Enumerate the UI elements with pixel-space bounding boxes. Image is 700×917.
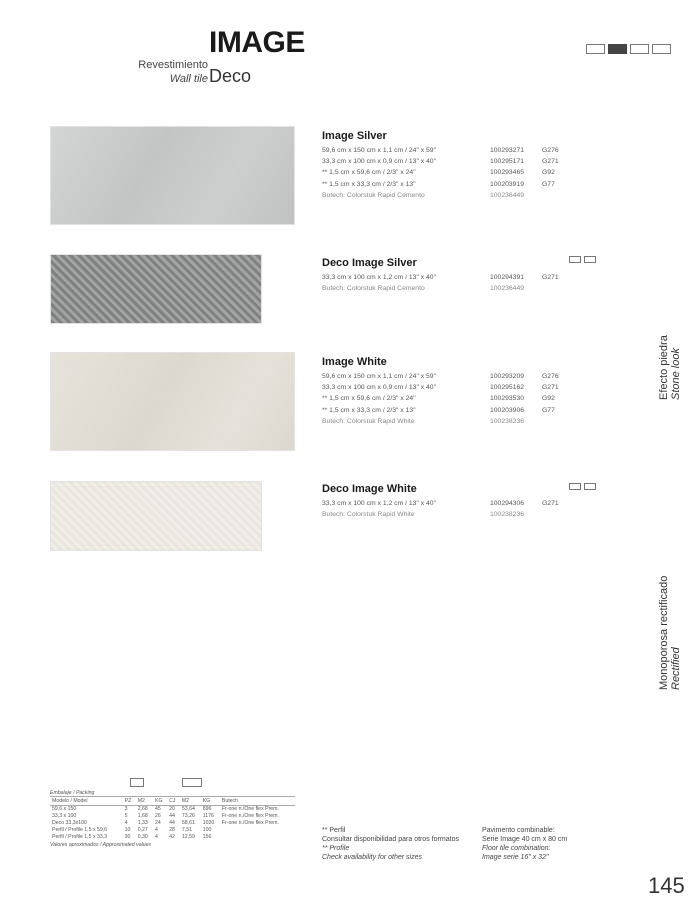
packing-title: Embalaje / Packing xyxy=(50,790,295,797)
floor-text-es: Serie Image 40 cm x 80 cm xyxy=(482,836,568,843)
bath-icon xyxy=(584,483,596,490)
body-label-es: Monoporosa rectificado xyxy=(658,575,670,690)
floor-text-en: Image serie 16" x 32" xyxy=(482,854,549,861)
table-row: 33,3 x 100 5 1,68 26 44 73,26 1176 Fr-one n./One flex Prem. xyxy=(52,813,279,819)
perfil-label: ** Perfil xyxy=(322,827,346,834)
tile-deco-image-silver xyxy=(50,254,262,324)
spec-row: ** 1,5 cm x 59,6 cm / 2/3" x 24" 100293465 G92 xyxy=(322,169,555,177)
product-name: Deco Image Silver xyxy=(322,257,417,269)
format-icon-3 xyxy=(630,44,649,54)
format-icon-1 xyxy=(586,44,605,54)
format-icon-2 xyxy=(608,44,627,54)
category-spanish: Revestimiento xyxy=(138,59,208,71)
category-english: Wall tile xyxy=(169,73,208,85)
packing-icons xyxy=(130,778,144,787)
table-row: Perfil / Profile 1,5 x 59,6 10 0,27 4 28 7,51 100 xyxy=(52,827,212,833)
stone-label-en: Stone look xyxy=(670,348,682,400)
side-label-stone xyxy=(658,335,682,400)
product-deco-image-silver xyxy=(322,257,582,294)
box-icon xyxy=(130,778,144,787)
spec-row: ** 1,5 cm x 33,3 cm / 2/3" x 13" 100203919 G77 xyxy=(322,180,555,188)
table-row: 59,6 x 150 3 2,68 45 20 53,64 896 Fr-one n./One flex Prem. xyxy=(52,806,279,812)
spec-row: 33,3 cm x 100 cm x 0,9 cm / 13" x 40" 100295162 G271 xyxy=(322,384,559,392)
collection-title: IMAGE xyxy=(209,26,305,59)
collection-subtitle: Deco xyxy=(209,66,252,86)
butech-row: Butech: Colorstuk Rapid Cemento 100236449 xyxy=(322,285,525,293)
page-number: 145 xyxy=(648,873,685,898)
spec-row: 33,3 cm x 100 cm x 0,9 cm / 13" x 40" 100295171 G271 xyxy=(322,158,559,166)
floor-label-es: Pavimento combinable: xyxy=(482,827,555,834)
spec-row: 33,3 cm x 100 cm x 1,2 cm / 13" x 40" 100294391 G271 xyxy=(322,274,559,281)
tile-image-white xyxy=(50,352,295,451)
product-name: Image White xyxy=(322,356,387,368)
body-label-en: Rectified xyxy=(670,647,682,690)
butech-row: Butech: Colorstuk Rapid Cemento 100236449 xyxy=(322,191,525,199)
profile-notes xyxy=(322,826,472,862)
tile-image-silver xyxy=(50,126,295,225)
spec-row: 33,3 cm x 100 cm x 1,2 cm / 13" x 40" 100294306 G271 xyxy=(322,500,559,507)
packing-table: Embalaje / Packing Modelo / Model PZ M2 KG CJ M2 KG Butech 59,6 x 150 3 2,68 45 20 53,64 896 Fr-one n./One flex Prem. 33,3 x 100 5 1,68 26 44 73,26 1176 Fr-one n./One flex Prem. Deco 33,3x100 4 1,33 24 44 58,61 1020 Fr-one n./One flex Prem. Perfil / Profile 1,5 x 59,6 10 0,27 4 28 7,51 100 Perfil / Profile 1,5 x 33,3 30 0,30 4 42 12,59 156 Valores aproximados / Approximated values xyxy=(50,790,295,848)
floor-notes xyxy=(482,826,632,862)
format-icon-4 xyxy=(652,44,671,54)
profile-label: ** Profile xyxy=(322,845,350,852)
table-row: Perfil / Profile 1,5 x 33,3 30 0,30 4 42 12,59 156 xyxy=(52,834,212,840)
perfil-text: Consultar disponibilidad para otros formatos xyxy=(322,836,459,843)
product-image-silver xyxy=(322,130,582,201)
pallet-icon xyxy=(182,778,202,787)
floor-label-en: Floor tile combination: xyxy=(482,845,551,852)
tile-deco-image-white xyxy=(50,481,262,551)
spec-row: ** 1,5 cm x 33,3 cm / 2/3" x 13" 100203906 G77 xyxy=(322,406,555,414)
spec-row: ** 1,5 cm x 59,6 cm / 2/3" x 24" 100293530 G92 xyxy=(322,395,555,403)
table-row: Deco 33,3x100 4 1,33 24 44 58,61 1020 Fr-one n./One flex Prem. xyxy=(52,820,279,826)
butech-row: Butech: Colorstuk Rapid White 100238236 xyxy=(322,511,525,519)
product-name: Deco Image White xyxy=(322,483,417,495)
spec-row: 59,6 cm x 150 cm x 1,1 cm / 24" x 59" 100293209 G276 xyxy=(322,373,559,380)
product-name: Image Silver xyxy=(322,130,387,142)
packing-footnote: Valores aproximados / Approximated values xyxy=(50,842,152,848)
bath-icon xyxy=(584,256,596,263)
butech-row: Butech: Colorstuk Rapid White 100238236 xyxy=(322,417,525,425)
format-icons xyxy=(586,44,671,54)
side-label-body xyxy=(658,576,682,690)
stone-label-es: Efecto piedra xyxy=(658,335,670,400)
product-deco-image-white xyxy=(322,483,582,520)
profile-text: Check availability for other sizes xyxy=(322,854,422,861)
spec-row: 59,6 cm x 150 cm x 1,1 cm / 24" x 59" 100293271 G276 xyxy=(322,147,559,154)
product-image-white xyxy=(322,356,582,427)
